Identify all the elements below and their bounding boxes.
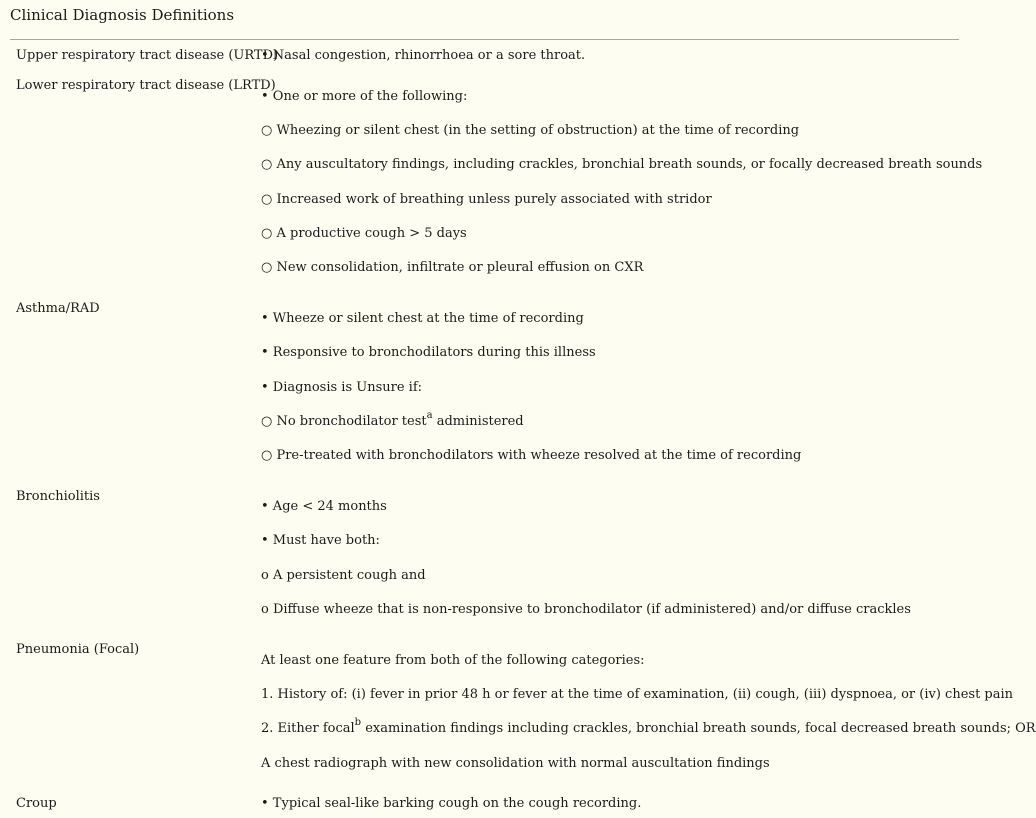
definition-line: 1. History of: (i) fever in prior 48 h or fever at the time of examination, (ii) cough, (iii) dyspnoea, or (iv) chest pain	[261, 687, 1014, 702]
definition-line: • Wheeze or silent chest at the time of recording	[261, 311, 584, 326]
footnote-marker: a	[426, 409, 433, 421]
line-text: 2. Either focal	[261, 721, 355, 736]
definition-line: • Typical seal-like barking cough on the cough recording.	[261, 796, 642, 811]
definition-line-with-footnote	[261, 409, 524, 430]
term-asthma-rad: Asthma/RAD	[16, 301, 100, 316]
term-urtd: Upper respiratory tract disease (URTD)	[16, 48, 279, 63]
definition-line: ○ Increased work of breathing unless purely associated with stridor	[261, 192, 712, 207]
definition-line: • Must have both:	[261, 533, 380, 548]
page-title: Clinical Diagnosis Definitions	[10, 6, 235, 24]
definition-line-with-footnote	[261, 716, 1036, 737]
definition-line: ○ New consolidation, infiltrate or pleural effusion on CXR	[261, 260, 644, 275]
title-divider	[10, 39, 959, 40]
line-text: examination findings including crackles, bronchial breath sounds, focal decreased breath sounds; OR	[361, 721, 1036, 736]
term-pneumonia-focal: Pneumonia (Focal)	[16, 642, 140, 657]
definition-line: o A persistent cough and	[261, 568, 426, 583]
definition-line: ○ Pre-treated with bronchodilators with wheeze resolved at the time of recording	[261, 448, 802, 463]
line-text: administered	[432, 414, 524, 429]
definition-line: ○ Wheezing or silent chest (in the setting of obstruction) at the time of recording	[261, 123, 800, 138]
term-lrtd: Lower respiratory tract disease (LRTD)	[16, 78, 276, 93]
definition-line: A chest radiograph with new consolidation with normal auscultation findings	[261, 756, 770, 771]
footnote-marker: b	[354, 716, 362, 728]
definition-line: • Age < 24 months	[261, 499, 387, 514]
term-croup: Croup	[16, 796, 57, 811]
definition-line: ○ A productive cough > 5 days	[261, 226, 467, 241]
definition-line: • One or more of the following:	[261, 89, 468, 104]
definition-line: ○ Any auscultatory findings, including crackles, bronchial breath sounds, or focally decreased breath sounds	[261, 157, 983, 172]
line-text: ○ No bronchodilator test	[261, 414, 427, 429]
definition-line: • Nasal congestion, rhinorrhoea or a sore throat.	[261, 48, 586, 63]
term-bronchiolitis: Bronchiolitis	[16, 489, 100, 504]
definition-line: • Diagnosis is Unsure if:	[261, 380, 423, 395]
definition-line: • Responsive to bronchodilators during this illness	[261, 345, 596, 360]
definition-line: At least one feature from both of the following categories:	[261, 653, 645, 668]
definition-line: o Diffuse wheeze that is non-responsive to bronchodilator (if administered) and/or diffuse crackles	[261, 602, 911, 617]
